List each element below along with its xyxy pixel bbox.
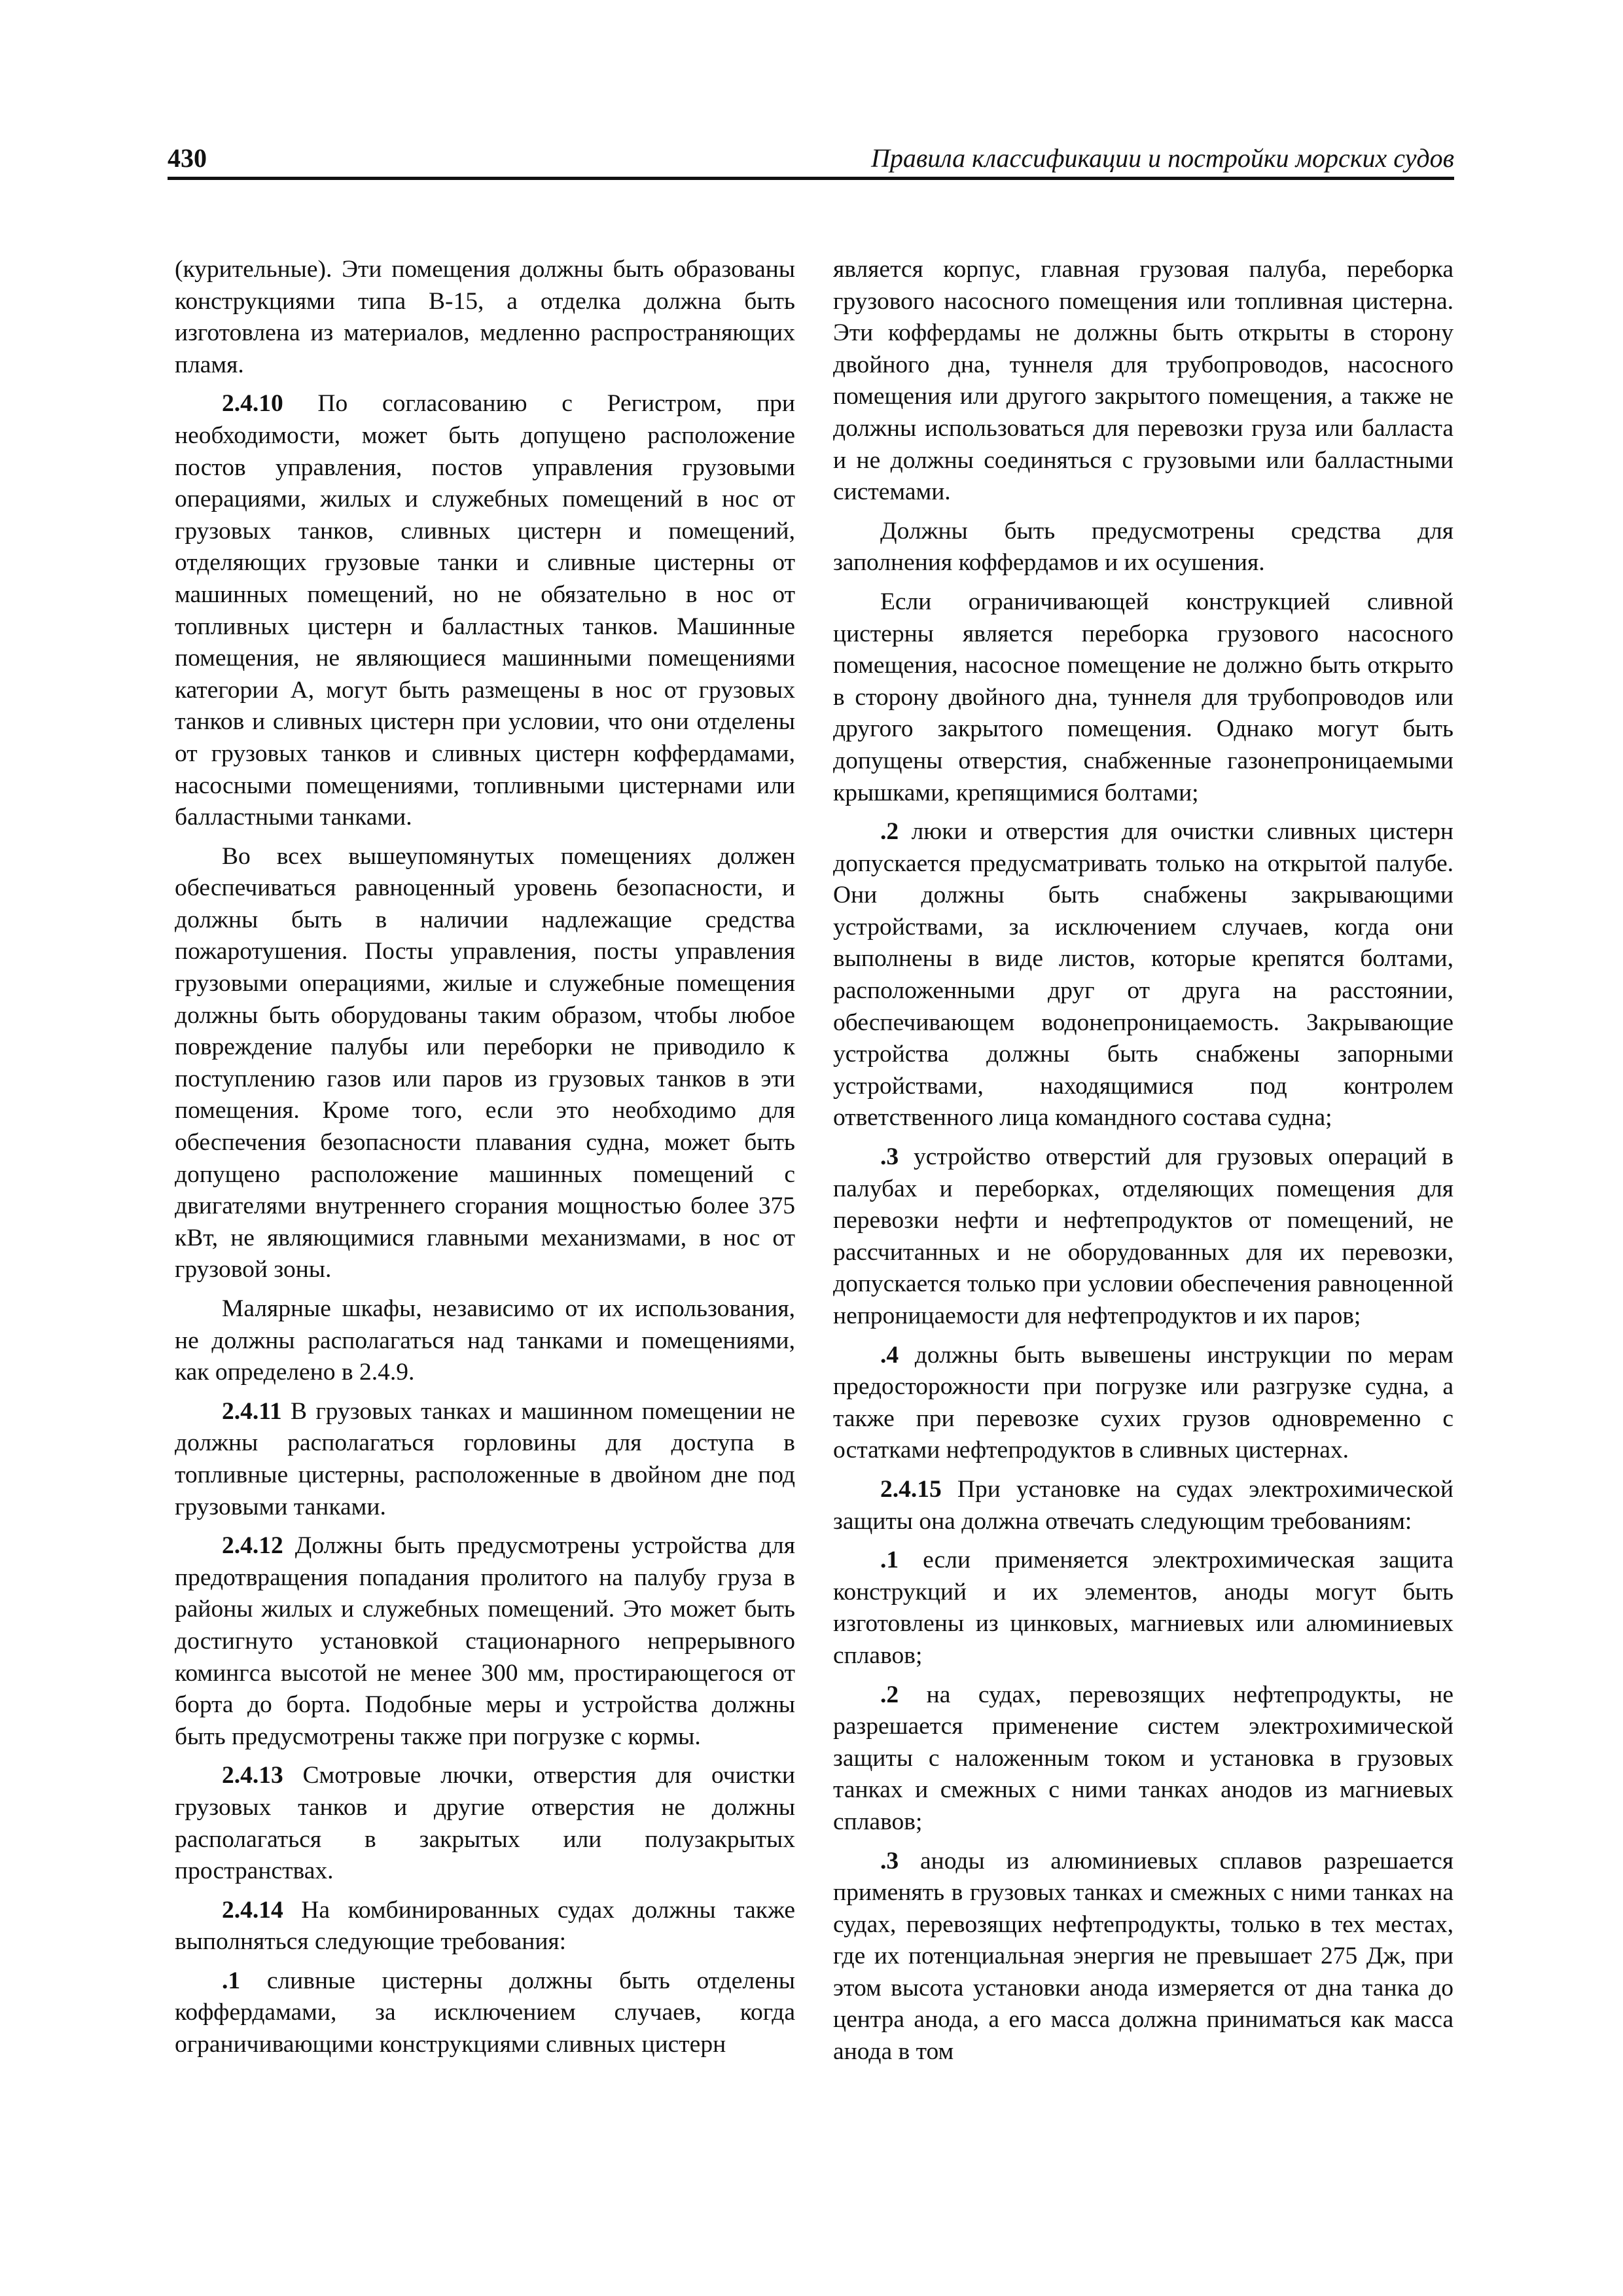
paragraph-text: (курительные). Эти помещения должны быть образованы конструкциями типа В-15, а отделка должна быть изготовлена из материалов, медленно распространяющих пламя. (175, 256, 795, 378)
paragraph-text: В грузовых танках и машинном помещении не должны располагаться горловины для доступа в топливные цистерны, расположенные в двойном дне под грузовыми танками. (175, 1397, 795, 1520)
paragraph-text: Смотровые лючки, отверстия для очистки грузовых танков и другие отверстия не должны располагаться в закрытых или полузакрытых пространствах. (175, 1762, 795, 1885)
running-title: Правила классификации и постройки морских судов (870, 143, 1454, 173)
paragraph (175, 1396, 795, 1523)
paragraph-text: Должны быть предусмотрены устройства для предотвращения попадания пролитого на палубу груза в районы жилых и служебных помещений. Это может быть достигнуто установкой стационарного непрерывного комингса высотой не менее 300 мм, простирающегося от борта до борта. Подобные меры и устройства должны быть предусмотрены также при погрузке с кормы. (175, 1532, 795, 1750)
paragraph-text: устройство отверстий для грузовых операций в палубах и переборках, отделяющих помещения для перевозки нефти и нефтепродуктов от помещений, не рассчитанных и не оборудованных для их перевозки, допускается только при условии обеспечения равноценной непроницаемости для нефтепродуктов и их паров; (833, 1143, 1454, 1329)
paragraph-text: На комбинированных судах должны также выполняться следующие требования: (175, 1896, 795, 1956)
paragraph (833, 516, 1454, 579)
clause-number: .2 (880, 1681, 899, 1708)
paragraph-text: При установке на судах электрохимической защиты она должна отвечать следующим требованиям: (833, 1475, 1454, 1535)
clause-number: .4 (880, 1341, 899, 1369)
clause-number: .1 (222, 1967, 241, 1994)
paragraph-text: Малярные шкафы, независимо от их использования, не должны располагаться над танками и помещениями, как определено в 2.4.9. (175, 1295, 795, 1386)
paragraph (833, 1340, 1454, 1467)
paragraph (833, 1141, 1454, 1333)
paragraph (175, 388, 795, 833)
clause-number: .3 (880, 1847, 899, 1874)
paragraph (833, 1846, 1454, 2068)
right-column (833, 254, 1454, 2075)
paragraph (833, 586, 1454, 809)
header-rule (168, 177, 1454, 180)
left-column (175, 254, 795, 2068)
clause-number: 2.4.12 (222, 1532, 283, 1560)
clause-number: .1 (880, 1547, 899, 1574)
paragraph (833, 254, 1454, 509)
paragraph-text: Во всех вышеупомянутых помещениях должен обеспечиваться равноценный уровень безопасности, и должны быть в наличии надлежащие средства пожаротушения. Посты управления, посты управления грузовыми операциями, жилые и служебные помещения должны быть оборудованы таким образом, чтобы любое повреждение палубы или переборки не приводило к поступлению газов или паров из грузовых танков в эти помещения. Кроме того, если это необходимо для обеспечения безопасности плавания судна, может быть допущено расположение машинных помещений с двигателями внутреннего сгорания мощностью более 375 кВт, не являющимися главными механизмами, в нос от грузовой зоны. (175, 842, 795, 1283)
paragraph (833, 816, 1454, 1134)
paragraph-text: аноды из алюминиевых сплавов разрешается применять в грузовых танках и смежных с ними танках на судах, перевозящих нефтепродукты, только в тех местах, где их потенциальная энергия не превышает 275 Дж, при этом высота установки анода измеряется от дна танка до центра анода, а его масса должна приниматься как масса анода в том (833, 1847, 1454, 2066)
paragraph (175, 1293, 795, 1389)
paragraph (833, 1679, 1454, 1839)
clause-number: .2 (880, 818, 899, 846)
clause-number: 2.4.10 (222, 390, 283, 418)
paragraph-text: сливные цистерны должны быть отделены коффердамами, за исключением случаев, когда ограничивающими конструкциями сливных цистерн (175, 1967, 795, 2058)
clause-number: 2.4.15 (880, 1475, 942, 1503)
clause-number: 2.4.11 (222, 1397, 282, 1425)
paragraph-text: на судах, перевозящих нефтепродукты, не разрешается применение систем электрохимической защиты с наложенным током и установка в грузовых танках и смежных с ними танках анодов из магниевых сплавов; (833, 1681, 1454, 1835)
page-number: 430 (168, 143, 207, 173)
paragraph (175, 1760, 795, 1887)
paragraph-text: По согласованию с Регистром, при необходимости, может быть допущено расположение постов управления, постов управления грузовыми операциями, жилых и служебных помещений в нос от грузовых танков, сливных цистерн и помещений, отделяющих грузовые танки и сливные цистерны от машинных помещений, но не обязательно в нос от топливных цистерн и балластных танков. Машинные помещения, не являющиеся машинными помещениями категории А, могут быть размещены в нос от грузовых танков и сливных цистерн при условии, что они отделены от грузовых танков и сливных цистерн коффердамами, насосными помещениями, топливными цистернами или балластными танками. (175, 390, 795, 831)
paragraph-text: если применяется электрохимическая защита конструкций и их элементов, аноды могут быть изготовлены из цинковых, магниевых или алюминиевых сплавов; (833, 1547, 1454, 1669)
paragraph (175, 1965, 795, 2061)
paragraph-text: должны быть вывешены инструкции по мерам предосторожности при погрузке или разгрузке судна, а также при перевозке сухих грузов одновременно с остатками нефтепродуктов в сливных цистернах. (833, 1341, 1454, 1464)
paragraph (833, 1474, 1454, 1537)
paragraph (175, 254, 795, 381)
paragraph-text: Должны быть предусмотрены средства для заполнения коффердамов и их осушения. (833, 517, 1454, 577)
paragraph (175, 1895, 795, 1958)
paragraph-text: является корпус, главная грузовая палуба, переборка грузового насосного помещения или топливная цистерна. Эти коффердамы не должны быть открыты в сторону двойного дна, туннеля для трубопроводов, насосного помещения или другого закрытого помещения, а также не должны использоваться для перевозки груза или балласта и не должны соединяться с грузовыми или балластными системами. (833, 256, 1454, 506)
paragraph (175, 1530, 795, 1753)
clause-number: 2.4.14 (222, 1896, 283, 1924)
paragraph-text: Если ограничивающей конструкцией сливной цистерны является переборка грузового насосного помещения, насосное помещение не должно быть открыто в сторону двойного дна, туннеля для трубопроводов или другого закрытого помещения. Однако могут быть допущены отверстия, снабженные газонепроницаемыми крышками, крепящимися болтами; (833, 588, 1454, 806)
clause-number: .3 (880, 1143, 899, 1171)
clause-number: 2.4.13 (222, 1762, 283, 1789)
paragraph (833, 1545, 1454, 1672)
paragraph (175, 841, 795, 1286)
paragraph-text: люки и отверстия для очистки сливных цистерн допускается предусматривать только на открытой палубе. Они должны быть снабжены закрывающими устройствами, за исключением случаев, когда они выполнены в виде листов, которые крепятся болтами, расположенными друг от друга на расстоянии, обеспечивающем водонепроницаемость. Закрывающие устройства должны быть снабжены запорными устройствами, находящимися под контролем ответственного лица командного состава судна; (833, 818, 1454, 1132)
